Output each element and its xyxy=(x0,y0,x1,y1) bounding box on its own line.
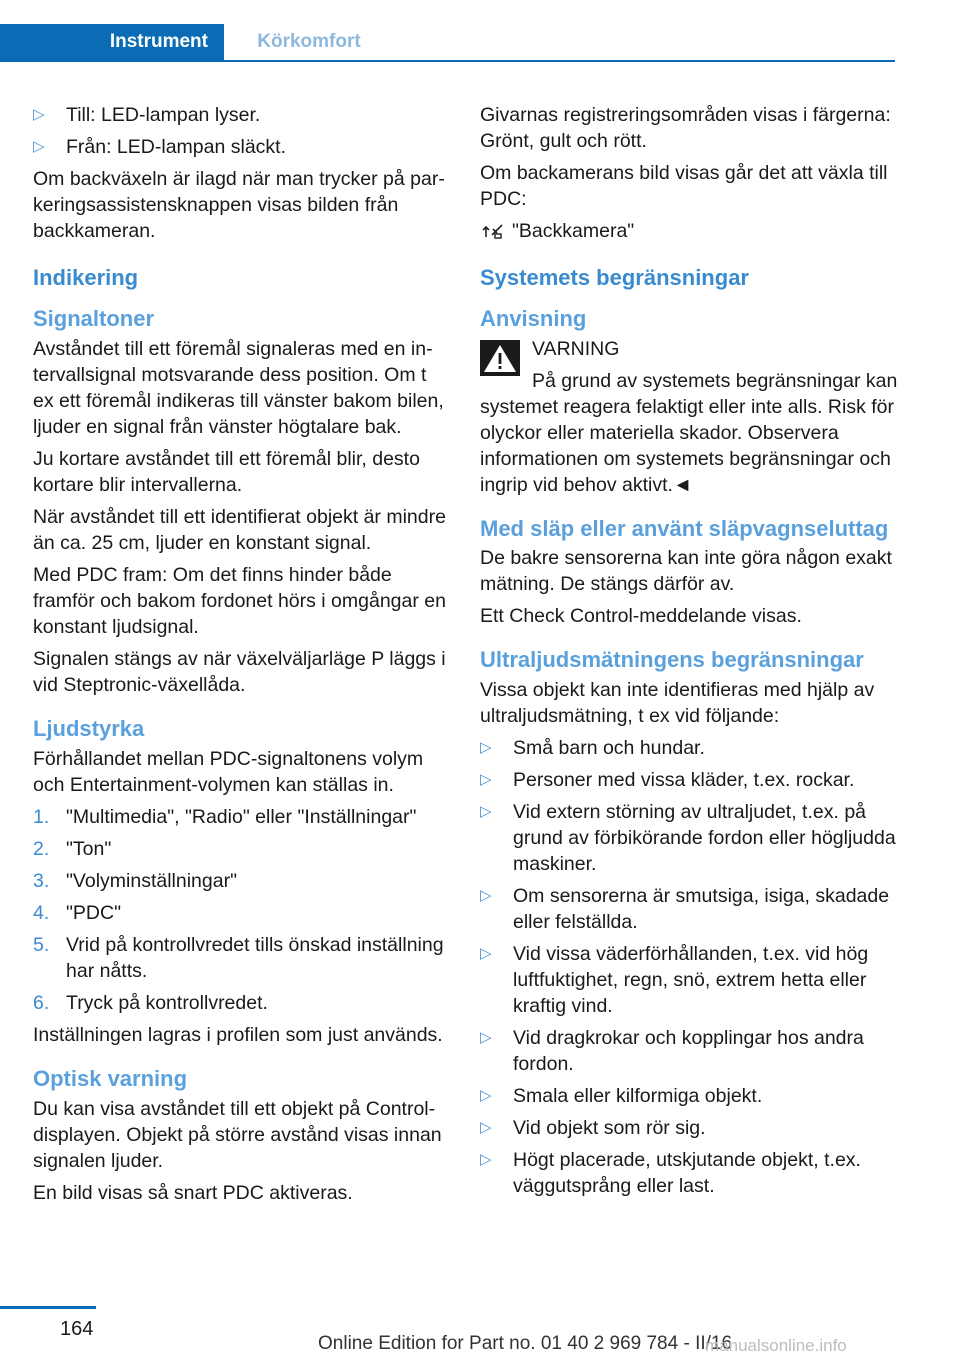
list-item-text: Vid vissa väderförhållanden, t.ex. vid hög luftfuktighet, regn, snö, extrem hetta eller kraftig vind. xyxy=(513,943,869,1017)
heading-slap: Med släp eller använt släpvagnseluttag xyxy=(480,516,889,541)
heading-optisk-varning: Optisk varning xyxy=(33,1066,188,1091)
header-tabs xyxy=(0,0,895,62)
triangle-bullet-icon: ▷ xyxy=(33,138,45,155)
paragraph-saved: Inställningen lagras i profilen som just används. xyxy=(33,1024,443,1046)
list-item xyxy=(480,1147,898,1199)
list-item xyxy=(480,799,898,877)
left-column xyxy=(33,102,451,1212)
heading-anvisning: Anvisning xyxy=(480,306,587,331)
list-item xyxy=(480,941,898,1019)
tab-korkomfort[interactable]: Körkomfort xyxy=(257,31,361,52)
list-item-text: Till: LED-lampan lyser. xyxy=(66,104,261,126)
list-item-text: Högt placerade, utskjutande objekt, t.ex. väggutsprång eller last. xyxy=(513,1149,861,1197)
paragraph-signal-1: Avståndet till ett föremål signaleras med en intervallsignal motsvarande dess position. Om t ex ett föremål indikeras till vänster bakom bilen, ljuder en signal från vänster högtalare bak. xyxy=(33,338,444,438)
step-number: 2. xyxy=(33,838,50,860)
backkamera-icon xyxy=(480,221,504,241)
paragraph-colors: Givarnas registreringsområden visas i färgerna: Grönt, gult och rött. xyxy=(480,104,891,152)
list-item xyxy=(33,990,451,1016)
heading-ultraljud: Ultraljudsmätningens begränsningar xyxy=(480,647,864,672)
heading-ljudstyrka: Ljudstyrka xyxy=(33,716,145,741)
backkamera-line xyxy=(480,218,898,244)
paragraph-optisk-2: En bild visas så snart PDC aktiveras. xyxy=(33,1182,353,1204)
list-item xyxy=(33,804,451,830)
limitations-list xyxy=(480,735,898,1199)
triangle-bullet-icon: ▷ xyxy=(480,1119,492,1136)
step-text: Tryck på kontrollvredet. xyxy=(66,992,268,1014)
steps-list xyxy=(33,804,451,1016)
triangle-bullet-icon: ▷ xyxy=(480,803,492,820)
list-item-text: Från: LED-lampan släckt. xyxy=(66,136,286,158)
paragraph-reverse: Om backväxeln är ilagd när man trycker på parkeringsassistensknappen visas bilden från backkameran. xyxy=(33,168,445,242)
list-item xyxy=(33,868,451,894)
watermark: manualsonline.info xyxy=(705,1336,847,1355)
warning-triangle-icon xyxy=(480,340,520,376)
triangle-bullet-icon: ▷ xyxy=(480,945,492,962)
warning-text: På grund av systemets begränsningar kan systemet reagera felaktigt eller inte alls. Risk för olyckor eller materiella skador. Observera informationen om systemets begränsningar och ingrip vid behov aktivt.◄ xyxy=(480,370,898,496)
paragraph-signal-3: När avståndet till ett identifierat objekt är mindre än ca. 25 cm, ljuder en konstant signal. xyxy=(33,506,446,554)
heading-indikering: Indikering xyxy=(33,265,139,290)
step-text: "PDC" xyxy=(66,902,122,924)
paragraph-optisk-1: Du kan visa avståndet till ett objekt på Control-displayen. Objekt på större avstånd visas innan signalen ljuder. xyxy=(33,1098,442,1172)
list-item xyxy=(33,900,451,926)
list-item xyxy=(480,767,898,793)
list-item xyxy=(480,1115,898,1141)
footer-rule xyxy=(0,1306,96,1309)
tab-instrument[interactable]: Instrument xyxy=(0,24,224,60)
warning-block xyxy=(480,336,898,362)
list-item xyxy=(480,1083,898,1109)
step-text: "Multimedia", "Radio" eller "Inställningar" xyxy=(66,806,417,828)
onoff-list xyxy=(33,102,451,160)
backkamera-label: "Backkamera" xyxy=(512,220,635,242)
paragraph-signal-4: Med PDC fram: Om det finns hinder både framför och bakom fordonet hörs i omgångar en konstant ljudsignal. xyxy=(33,564,446,638)
list-item-text: Vid objekt som rör sig. xyxy=(513,1117,706,1139)
heading-systemets-begransningar: Systemets begränsningar xyxy=(480,265,749,290)
list-item-text: Om sensorerna är smutsiga, isiga, skadade eller felställda. xyxy=(513,885,890,933)
header-rule xyxy=(0,60,895,62)
list-item xyxy=(33,836,451,862)
paragraph-ultraljud: Vissa objekt kan inte identifieras med hjälp av ultraljudsmätning, t ex vid följande: xyxy=(480,679,875,727)
step-number: 5. xyxy=(33,934,50,956)
step-text: "Volyminställningar" xyxy=(66,870,238,892)
triangle-bullet-icon: ▷ xyxy=(480,771,492,788)
edition-text: Online Edition for Part no. 01 40 2 969 784 - II/16 xyxy=(318,1333,733,1354)
paragraph-slap-1: De bakre sensorerna kan inte göra någon exakt mätning. De stängs därför av. xyxy=(480,547,892,595)
paragraph-signal-5: Signalen stängs av när växelväljarläge P läggs i vid Steptronic-växellåda. xyxy=(33,648,446,696)
triangle-bullet-icon: ▷ xyxy=(480,739,492,756)
list-item-text: Små barn och hundar. xyxy=(513,737,705,759)
triangle-bullet-icon: ▷ xyxy=(33,106,45,123)
step-number: 4. xyxy=(33,902,50,924)
list-item-text: Vid extern störning av ultraljudet, t.ex. på grund av förbikörande fordon eller högljudda maskiner. xyxy=(513,801,896,875)
step-text: Vrid på kontrollvredet tills önskad inställning har nåtts. xyxy=(66,934,444,982)
heading-signaltoner: Signaltoner xyxy=(33,306,155,331)
step-text: "Ton" xyxy=(66,838,112,860)
right-column xyxy=(480,102,898,1205)
triangle-bullet-icon: ▷ xyxy=(480,1087,492,1104)
triangle-bullet-icon: ▷ xyxy=(480,1029,492,1046)
paragraph-ljudstyrka: Förhållandet mellan PDC-signaltonens volym och Entertainment-volymen kan ställas in. xyxy=(33,748,424,796)
list-item xyxy=(33,932,451,984)
triangle-bullet-icon: ▷ xyxy=(480,887,492,904)
paragraph-slap-2: Ett Check Control-meddelande visas. xyxy=(480,605,802,627)
list-item-text: Personer med vissa kläder, t.ex. rockar. xyxy=(513,769,855,791)
step-number: 1. xyxy=(33,806,50,828)
step-number: 6. xyxy=(33,992,50,1014)
list-item xyxy=(480,1025,898,1077)
list-item xyxy=(33,134,451,160)
list-item xyxy=(33,102,451,128)
page-number: 164 xyxy=(60,1318,94,1340)
triangle-bullet-icon: ▷ xyxy=(480,1151,492,1168)
list-item-text: Smala eller kilformiga objekt. xyxy=(513,1085,763,1107)
warning-title: VARNING xyxy=(532,338,620,360)
step-number: 3. xyxy=(33,870,50,892)
paragraph-switch: Om backamerans bild visas går det att växla till PDC: xyxy=(480,162,888,210)
list-item xyxy=(480,883,898,935)
list-item xyxy=(480,735,898,761)
list-item-text: Vid dragkrokar och kopplingar hos andra fordon. xyxy=(513,1027,864,1075)
paragraph-signal-2: Ju kortare avståndet till ett föremål blir, desto kortare blir intervallerna. xyxy=(33,448,420,496)
